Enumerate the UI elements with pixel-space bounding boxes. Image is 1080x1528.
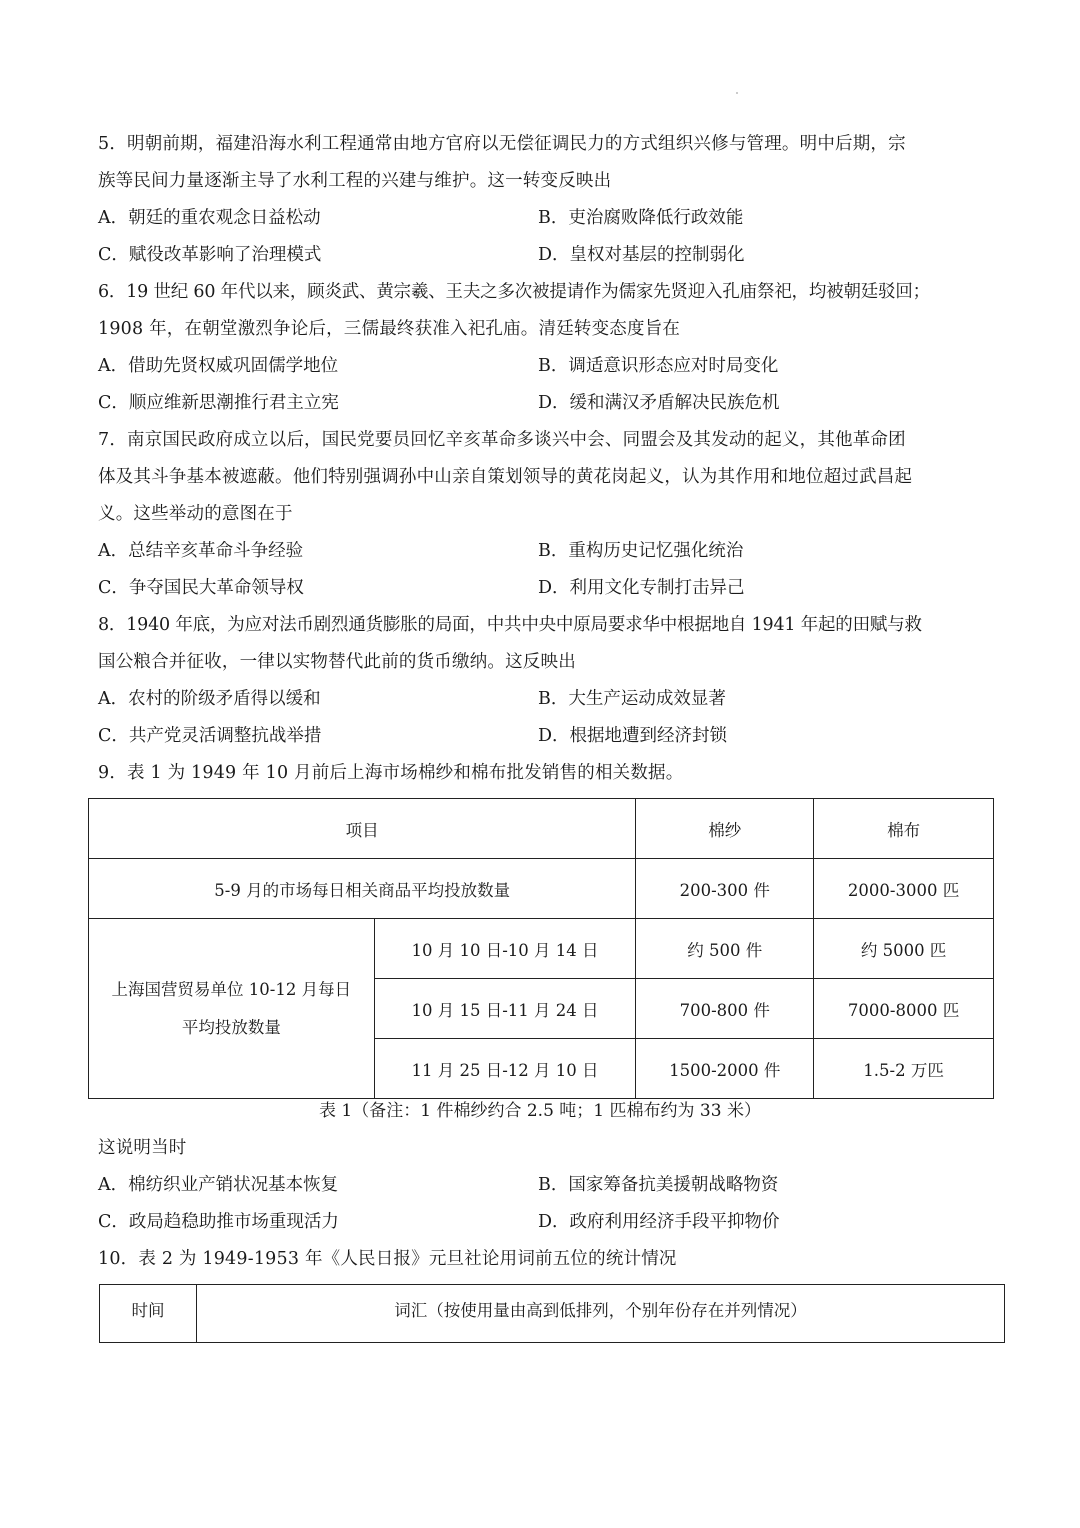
- table-1: [88, 798, 994, 1099]
- q7-stem-line-2: 体及其斗争基本被遮蔽。他们特别强调孙中山亲自策划领导的黄花岗起义，认为其作用和地位超过武昌起: [98, 467, 913, 487]
- group-label-line-1: 上海国营贸易单位 10-12 月每日: [111, 979, 352, 999]
- q6-option-c[interactable]: C．顺应维新思潮推行君主立宪: [98, 393, 339, 413]
- header-time: 时间: [100, 1285, 197, 1343]
- q8-stem-line-1: 8．1940 年底，为应对法币剧烈通货膨胀的局面，中共中央中原局要求华中根据地自 1941 年起的田赋与救: [98, 615, 922, 635]
- q9-option-b[interactable]: B．国家筹备抗美援朝战略物资: [538, 1175, 779, 1195]
- q9-option-d[interactable]: D．政府利用经济手段平抑物价: [538, 1212, 780, 1232]
- row1-cloth: 2000-3000 匹: [814, 859, 994, 919]
- table-2: [99, 1284, 1005, 1343]
- table-1-caption: 表 1（备注：1 件棉纱约合 2.5 吨；1 匹棉布约为 33 米）: [319, 1101, 761, 1121]
- table-row: [89, 919, 994, 979]
- q7-option-c[interactable]: C．争夺国民大革命领导权: [98, 578, 304, 598]
- group-label-line-2: 平均投放数量: [181, 1017, 281, 1037]
- table-1-header-row: [89, 799, 994, 859]
- q8-option-a[interactable]: A．农村的阶级矛盾得以缓和: [98, 689, 321, 709]
- yarn-cell: 约 500 件: [636, 919, 814, 979]
- yarn-cell: 1500-2000 件: [636, 1039, 814, 1099]
- q10-stem: 10．表 2 为 1949-1953 年《人民日报》元旦社论用词前五位的统计情况: [98, 1249, 677, 1269]
- q5-option-c[interactable]: C．赋役改革影响了治理模式: [98, 245, 322, 265]
- q9-stem: 9．表 1 为 1949 年 10 月前后上海市场棉纱和棉布批发销售的相关数据。: [98, 763, 684, 783]
- header-item: 项目: [89, 799, 636, 859]
- cloth-cell: 约 5000 匹: [814, 919, 994, 979]
- q5-option-a[interactable]: A．朝廷的重农观念日益松动: [98, 208, 321, 228]
- q5-option-b[interactable]: B．吏治腐败降低行政效能: [538, 208, 744, 228]
- q5-stem-line-2: 族等民间力量逐渐主导了水利工程的兴建与维护。这一转变反映出: [98, 171, 612, 191]
- period-cell: 10 月 10 日-10 月 14 日: [374, 919, 636, 979]
- group-label: [89, 919, 375, 1099]
- q9-option-a[interactable]: A．棉纺织业产销状况基本恢复: [98, 1175, 339, 1195]
- q7-option-d[interactable]: D．利用文化专制打击异己: [538, 578, 745, 598]
- header-yarn: 棉纱: [636, 799, 814, 859]
- table-row: [89, 859, 994, 919]
- scan-speck: [736, 92, 738, 94]
- q8-option-c[interactable]: C．共产党灵活调整抗战举措: [98, 726, 322, 746]
- q6-option-a[interactable]: A．借助先贤权威巩固儒学地位: [98, 356, 339, 376]
- row1-yarn: 200-300 件: [636, 859, 814, 919]
- q8-option-b[interactable]: B．大生产运动成效显著: [538, 689, 726, 709]
- header-cloth: 棉布: [814, 799, 994, 859]
- q9-tail: 这说明当时: [98, 1138, 187, 1158]
- q6-option-b[interactable]: B．调适意识形态应对时局变化: [538, 356, 779, 376]
- yarn-cell: 700-800 件: [636, 979, 814, 1039]
- q6-stem-line-1: 6．19 世纪 60 年代以来，顾炎武、黄宗羲、王夫之多次被提请作为儒家先贤迎入孔庙祭祀，均被朝廷驳回；: [98, 282, 930, 302]
- q8-option-d[interactable]: D．根据地遭到经济封锁: [538, 726, 728, 746]
- q7-option-a[interactable]: A．总结辛亥革命斗争经验: [98, 541, 304, 561]
- cloth-cell: 1.5-2 万匹: [814, 1039, 994, 1099]
- q7-stem-line-3: 义。这些举动的意图在于: [98, 504, 293, 524]
- q5-stem-line-1: 5．明朝前期，福建沿海水利工程通常由地方官府以无偿征调民力的方式组织兴修与管理。明中后期，宗: [98, 134, 906, 154]
- q7-stem-line-1: 7．南京国民政府成立以后，国民党要员回忆辛亥革命多谈兴中会、同盟会及其发动的起义，其他革命团: [98, 430, 906, 450]
- row1-label: 5-9 月的市场每日相关商品平均投放数量: [89, 859, 636, 919]
- q7-option-b[interactable]: B．重构历史记忆强化统治: [538, 541, 744, 561]
- q5-option-d[interactable]: D．皇权对基层的控制弱化: [538, 245, 745, 265]
- header-words: 词汇（按使用量由高到低排列，个别年份存在并列情况）: [196, 1285, 1004, 1343]
- q6-stem-line-2: 1908 年，在朝堂激烈争论后，三儒最终获准入祀孔庙。清廷转变态度旨在: [98, 319, 681, 339]
- q9-option-c[interactable]: C．政局趋稳助推市场重现活力: [98, 1212, 339, 1232]
- table-2-header-row: [100, 1285, 1005, 1343]
- period-cell: 10 月 15 日-11 月 24 日: [374, 979, 636, 1039]
- q6-option-d[interactable]: D．缓和满汉矛盾解决民族危机: [538, 393, 780, 413]
- q8-stem-line-2: 国公粮合并征收，一律以实物替代此前的货币缴纳。这反映出: [98, 652, 576, 672]
- period-cell: 11 月 25 日-12 月 10 日: [374, 1039, 636, 1099]
- cloth-cell: 7000-8000 匹: [814, 979, 994, 1039]
